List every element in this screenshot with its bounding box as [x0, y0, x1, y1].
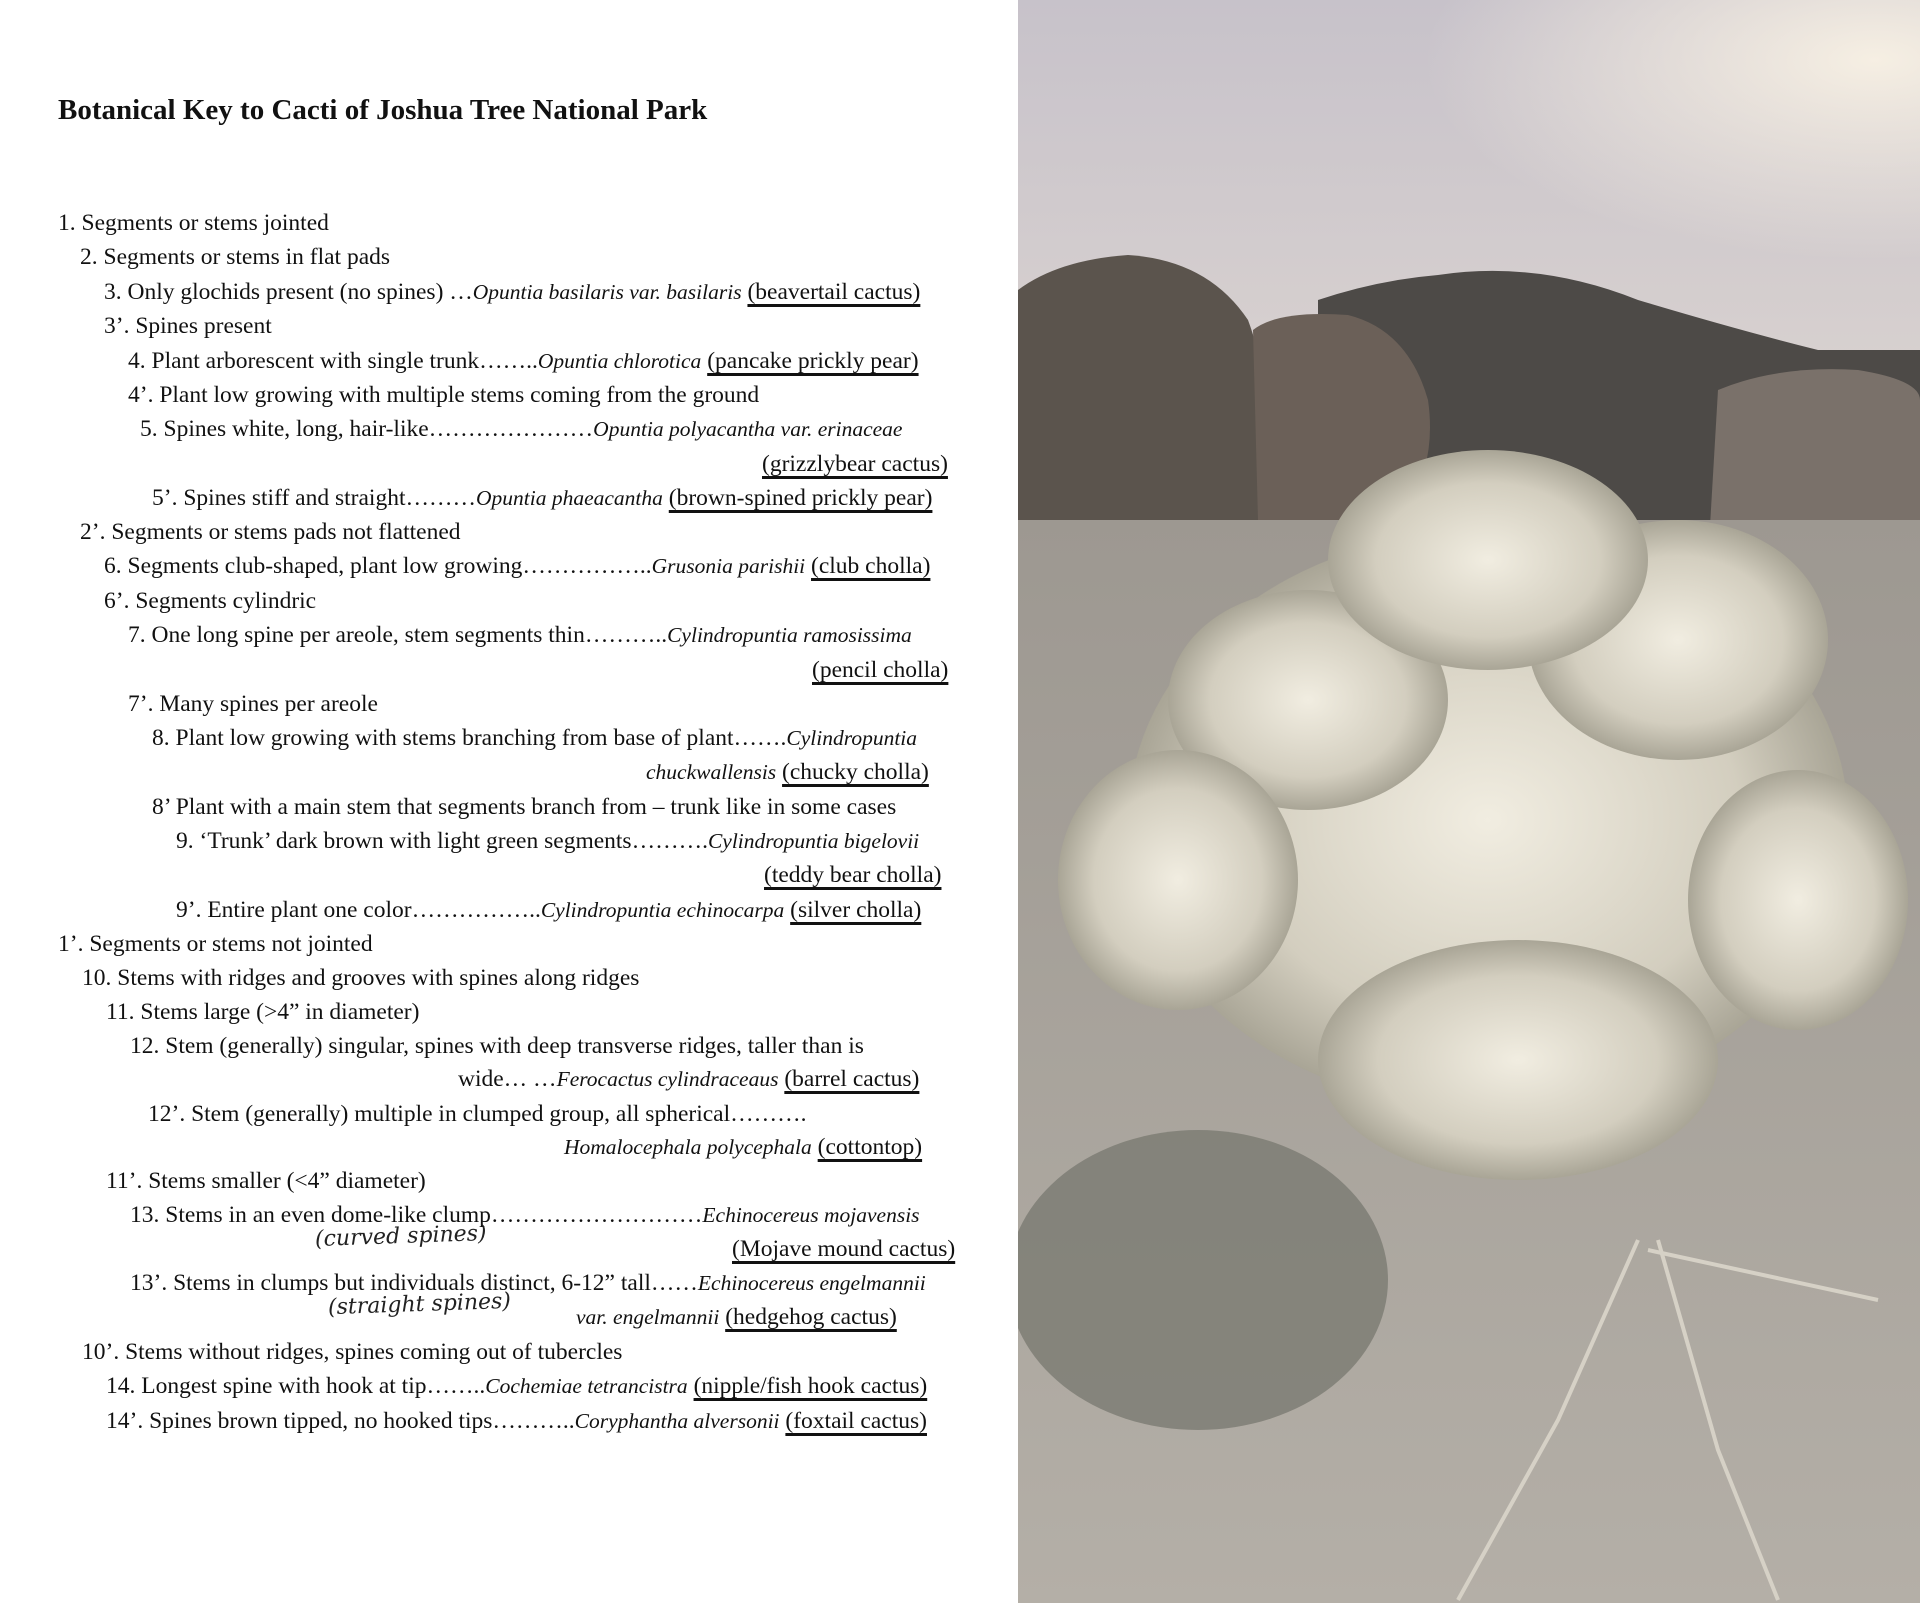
key-text: 7. One long spine per areole, stem segments thin……….. [128, 622, 668, 648]
common-name: (pencil cholla) [812, 657, 949, 683]
key-line [130, 1200, 920, 1230]
key-text: 2’. Segments or stems pads not flattened [80, 519, 461, 545]
scientific-name: Ferocactus cylindraceaus [556, 1067, 779, 1091]
common-name: (club cholla) [811, 553, 931, 579]
key-line [152, 792, 896, 822]
scientific-name: Cylindropuntia ramosissima [667, 623, 912, 647]
key-line [576, 1302, 897, 1332]
key-line [148, 1099, 807, 1129]
key-line [564, 1132, 922, 1162]
key-line [104, 277, 920, 307]
scientific-name: Echinocereus mojavensis [702, 1203, 920, 1227]
handwritten-note-straight: (straight spines) [327, 1288, 512, 1321]
key-line [176, 895, 921, 925]
common-name: (cottontop) [817, 1134, 923, 1160]
key-line [106, 1371, 927, 1401]
common-name: (Mojave mound cactus) [732, 1236, 956, 1262]
scientific-name: Opuntia basilaris var. basilaris [472, 280, 742, 304]
key-text: 11. Stems large (>4” in diameter) [106, 999, 420, 1025]
common-name: (silver cholla) [790, 897, 922, 923]
key-line [104, 311, 272, 341]
key-line [128, 689, 378, 719]
key-line [106, 997, 419, 1027]
key-line [152, 723, 917, 753]
key-line [812, 655, 948, 685]
key-line [764, 860, 941, 890]
common-name: (hedgehog cactus) [725, 1304, 897, 1330]
scientific-name: Homalocephala polycephala [564, 1135, 812, 1159]
key-line [82, 1337, 622, 1367]
scientific-name: Cylindropuntia bigelovii [707, 829, 920, 853]
key-line [762, 449, 948, 479]
scientific-name: chuckwallensis [646, 760, 777, 784]
common-name: (beavertail cactus) [747, 279, 921, 305]
key-text: 8’ Plant with a main stem that segments branch from – trunk like in some cases [152, 794, 897, 820]
key-text: 1. Segments or stems jointed [58, 210, 329, 236]
key-line [152, 483, 932, 513]
scientific-name: Cylindropuntia [786, 726, 918, 750]
key-text: wide… … [458, 1066, 557, 1092]
key-text: 11’. Stems smaller (<4” diameter) [106, 1168, 426, 1194]
common-name: (barrel cactus) [784, 1066, 920, 1092]
key-text: 10’. Stems without ridges, spines coming out of tubercles [82, 1339, 623, 1365]
scientific-name: Coryphantha alversonii [574, 1409, 780, 1433]
key-text: 6. Segments club-shaped, plant low growing…………….. [104, 553, 652, 579]
scientific-name: Opuntia polyacantha var. erinaceae [593, 417, 903, 441]
key-text: 5. Spines white, long, hair-like………………… [140, 416, 594, 442]
key-text: 3. Only glochids present (no spines) … [104, 279, 473, 305]
key-line [106, 1166, 426, 1196]
key-text: 14. Longest spine with hook at tip…….. [106, 1373, 486, 1399]
key-text: 9. ‘Trunk’ dark brown with light green segments………. [176, 828, 708, 854]
key-line [732, 1234, 955, 1264]
scientific-name: Echinocereus engelmannii [697, 1271, 926, 1295]
scientific-name: Opuntia phaeacantha [475, 486, 663, 510]
key-text: 4’. Plant low growing with multiple stems coming from the ground [128, 382, 760, 408]
key-text: 1’. Segments or stems not jointed [58, 931, 373, 957]
common-name: (teddy bear cholla) [764, 862, 942, 888]
common-name: (foxtail cactus) [785, 1408, 927, 1434]
handwritten-note-curved: (curved spines) [314, 1221, 487, 1252]
key-line [80, 517, 461, 547]
scientific-name: var. engelmannii [576, 1305, 720, 1329]
document-title: Botanical Key to Cacti of Joshua Tree National Park [58, 94, 708, 126]
key-line [646, 757, 929, 787]
scientific-name: Opuntia chlorotica [537, 349, 702, 373]
key-line [106, 1406, 927, 1436]
key-text: 13’. Stems in clumps but individuals distinct, 6-12” tall…… [130, 1270, 698, 1296]
scientific-name: Cochemiae tetrancistra [485, 1374, 688, 1398]
key-text: 3’. Spines present [104, 313, 272, 339]
key-line [176, 826, 919, 856]
shrub [1018, 1130, 1388, 1430]
boulder-left [1018, 255, 1266, 540]
key-line [128, 620, 912, 650]
key-text: 10. Stems with ridges and grooves with spines along ridges [82, 965, 640, 991]
scientific-name: Grusonia parishii [651, 554, 806, 578]
scientific-name: Cylindropuntia echinocarpa [540, 898, 785, 922]
common-name: (brown-spined prickly pear) [668, 485, 933, 511]
key-text: 14’. Spines brown tipped, no hooked tips……….. [106, 1408, 575, 1434]
cholla-cactus-photo [1018, 0, 1920, 1603]
key-text: 5’. Spines stiff and straight……… [152, 485, 476, 511]
key-line [458, 1064, 919, 1094]
key-text: 12. Stem (generally) singular, spines with deep transverse ridges, taller than is [130, 1033, 864, 1059]
common-name: (grizzlybear cactus) [762, 451, 948, 477]
key-line [140, 414, 902, 444]
key-line [104, 551, 930, 581]
key-text: 12’. Stem (generally) multiple in clumped group, all spherical………. [148, 1101, 807, 1127]
key-line [130, 1031, 864, 1061]
key-text: 6’. Segments cylindric [104, 588, 317, 614]
key-text: 4. Plant arborescent with single trunk…….. [128, 348, 538, 374]
key-line [128, 346, 919, 376]
key-text: 8. Plant low growing with stems branching from base of plant……. [152, 725, 787, 751]
common-name: (chucky cholla) [782, 759, 929, 785]
key-line [82, 963, 639, 993]
common-name: (nipple/fish hook cactus) [693, 1373, 928, 1399]
key-text: 2. Segments or stems in flat pads [80, 244, 391, 270]
key-line [80, 242, 390, 272]
key-line [58, 208, 329, 238]
key-text: 7’. Many spines per areole [128, 691, 378, 717]
key-line [104, 586, 316, 616]
cactus-photo [1018, 0, 1920, 1603]
key-line [130, 1268, 926, 1298]
key-line [128, 380, 759, 410]
key-text: 9’. Entire plant one color…………….. [176, 897, 541, 923]
common-name: (pancake prickly pear) [707, 348, 919, 374]
key-text: 13. Stems in an even dome-like clump……………………… [130, 1202, 703, 1228]
key-line [58, 929, 373, 959]
